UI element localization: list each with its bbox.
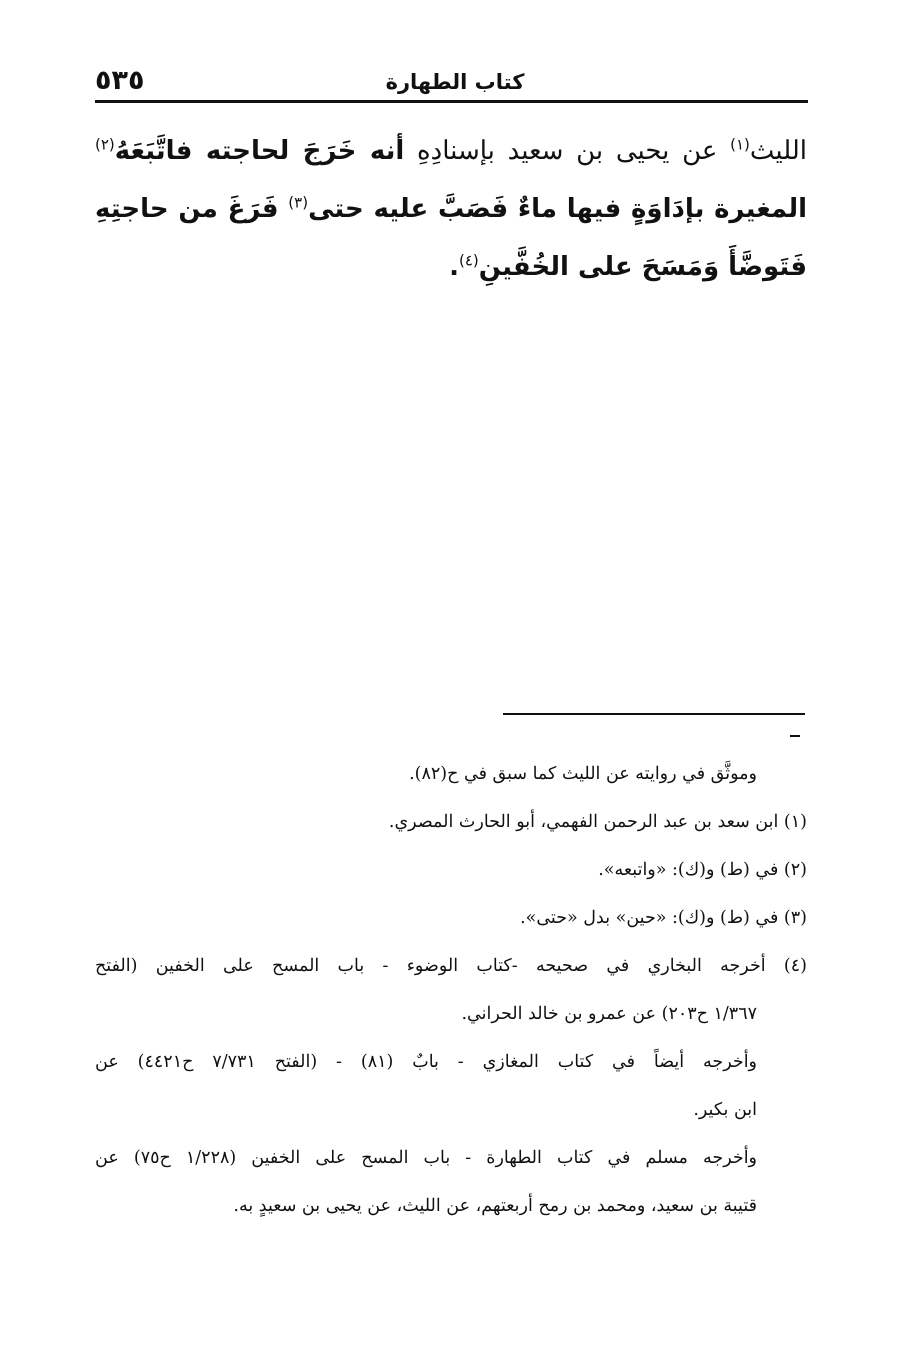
hadith-text: .: [449, 252, 459, 282]
running-title: كتاب الطهارة: [385, 70, 525, 94]
footnote-line: (١) ابن سعد بن عبد الرحمن الفهمي، أبو الحارث المصري.: [388, 812, 807, 832]
footnote-ref: (٣): [288, 193, 309, 212]
footnote-separator: [503, 713, 805, 715]
header-rule: [95, 100, 808, 103]
footnote-line: (٤) أخرجه البخاري في صحيحه -كتاب الوضوء - باب المسح على الخفين (الفتح: [95, 956, 807, 976]
footnote-ref: (١): [730, 135, 750, 154]
footnote-ref: (٤): [458, 251, 479, 270]
main-text: [95, 122, 807, 296]
isnad-text: عن يحيى بن سعيد بإسنادِهِ: [404, 136, 731, 166]
footnote-line: وأخرجه أيضاً في كتاب المغازي - بابٌ (٨١) - (الفتح ٧/٧٣١ ح٤٤٢١) عن: [95, 1052, 758, 1072]
footnote-line: ١/٣٦٧ ح٢٠٣) عن عمرو بن خالد الحراني.: [461, 1004, 757, 1024]
hadith-text: المغيرة بإدَاوَةٍ فيها ماءٌ فَصَبَّ عليه حتى: [308, 194, 808, 224]
hadith-text: أنه خَرَجَ لحاجته فاتَّبَعَهُ: [114, 136, 405, 166]
footnote-ref: (٢): [95, 135, 115, 154]
footnote-line: قتيبة بن سعيد، ومحمد بن رمح أربعتهم، عن الليث، عن يحيى بن سعيدٍ به.: [233, 1196, 757, 1216]
footnote-line: (٢) في (ط) و(ك): «واتبعه».: [598, 860, 807, 880]
footnote-line: وأخرجه مسلم في كتاب الطهارة - باب المسح على الخفين (١/٢٢٨ ح٧٥) عن: [95, 1148, 758, 1168]
continuation-mark: [790, 735, 800, 737]
footnotes: [95, 750, 807, 1230]
page-header: [95, 66, 807, 100]
isnad-text: الليث: [749, 136, 807, 166]
footnote-line: وموثَّق في روايته عن الليث كما سبق في ح(٨٢).: [409, 764, 757, 784]
page-number: ٥٣٥: [95, 65, 145, 96]
footnote-line: ابن بكير.: [693, 1100, 757, 1120]
footnote-line: (٣) في (ط) و(ك): «حين» بدل «حتى».: [520, 908, 807, 928]
hadith-text: فَرَغَ من حاجتِهِ فَتَوضَّأَ وَمَسَحَ على الخُفَّينِ: [95, 194, 807, 282]
